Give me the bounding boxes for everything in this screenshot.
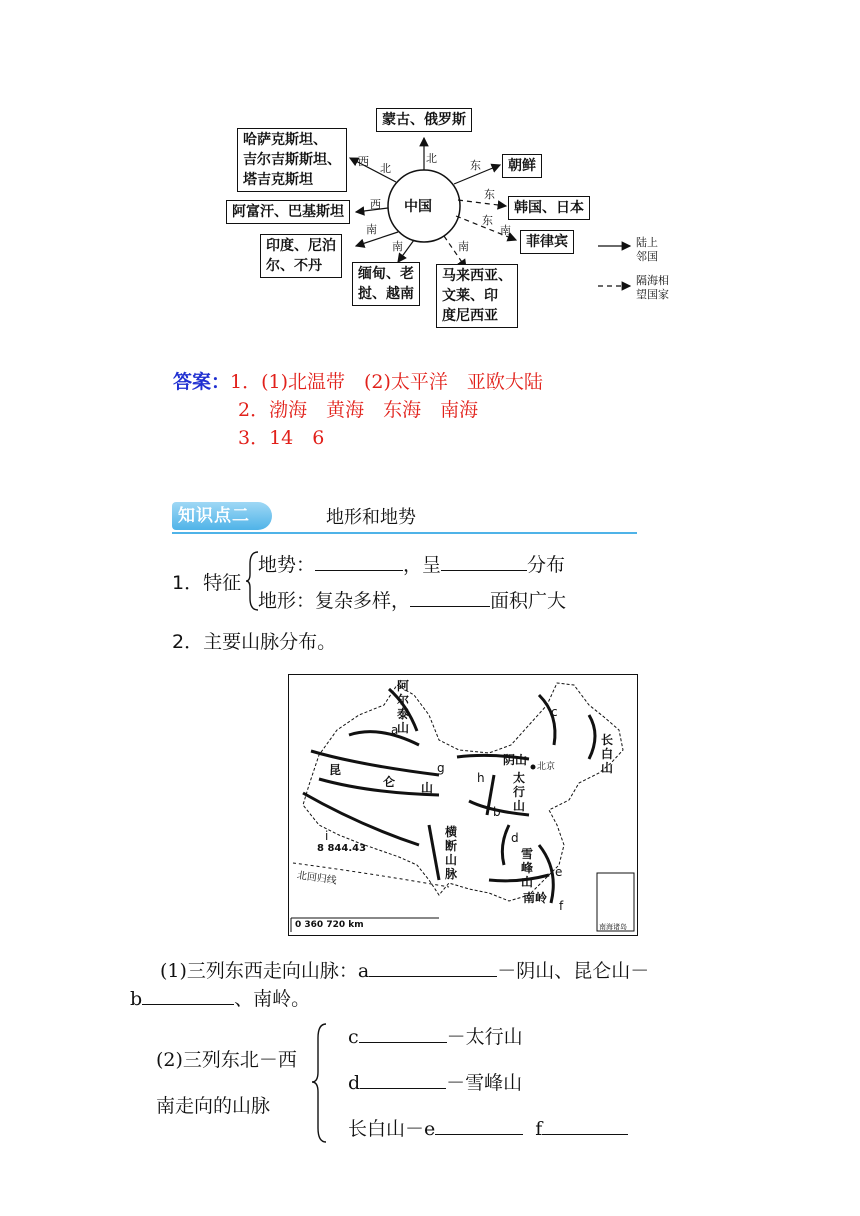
legend-sea-2: 望国家	[636, 288, 669, 301]
box-south-sea	[436, 264, 518, 328]
dir-north: 北	[426, 152, 437, 165]
box-west: 阿富汗、巴基斯坦	[226, 200, 350, 224]
q3-blank-a[interactable]	[369, 956, 497, 977]
answer-2-num: 2．	[238, 399, 270, 421]
map-letter-e: e	[555, 865, 563, 879]
q3-line2-a: b	[130, 988, 143, 1010]
section-underline	[172, 532, 637, 534]
q3-row-e-a: 长白山－e	[348, 1118, 436, 1140]
box-south-sea-line2: 文莱、印	[442, 288, 498, 304]
map-beijing: 北京	[537, 762, 556, 772]
dir-south-east3: 南	[500, 224, 511, 237]
q3-blank-d[interactable]	[360, 1068, 446, 1089]
q3-row-f-a: f	[535, 1118, 543, 1140]
dir-south2: 南	[458, 240, 469, 253]
answer-line-2	[238, 396, 478, 424]
dir-wn-2: 北	[380, 162, 391, 175]
q3-group-label-1: (2)三列东北－西	[156, 1049, 297, 1071]
map-letter-h: h	[477, 771, 485, 785]
box-northwest-line2: 吉尔吉斯斯坦、	[243, 152, 341, 168]
q3-blank-f[interactable]	[542, 1114, 628, 1135]
map-letter-a: a	[391, 723, 399, 737]
q3-line2-b: 、南岭。	[234, 988, 311, 1010]
box-east-korea: 朝鲜	[502, 154, 542, 178]
map-changbai: 长白山	[601, 733, 614, 775]
map-letter-b: b	[493, 805, 501, 819]
box-southwest-line1: 印度、尼泊	[266, 238, 336, 254]
q1-row2	[258, 586, 566, 615]
answer-3-num: 3．	[238, 427, 270, 449]
map-kunlun-c: 山	[421, 781, 434, 795]
q3-blank-c[interactable]	[359, 1022, 447, 1043]
q3-blank-e[interactable]	[435, 1114, 523, 1135]
map-inset-label: 南海诸岛	[599, 923, 627, 931]
legend-sea	[636, 274, 669, 302]
q3-row-d-b: －雪峰山	[446, 1072, 523, 1094]
map-scale: 0 360 720 km	[295, 920, 364, 930]
map-letter-c: c	[551, 705, 558, 719]
q1-label	[172, 569, 241, 597]
dir-wn-1: 西	[358, 155, 369, 168]
q3-row-d	[348, 1068, 522, 1097]
map-yinshan: 阴山	[503, 753, 528, 767]
box-north: 蒙古、俄罗斯	[376, 108, 472, 132]
q3-group-label-2: 南走向的山脉	[156, 1095, 271, 1117]
box-south-sea-line3: 度尼西亚	[442, 308, 498, 324]
q3-line1-b: －阴山、昆仑山－	[497, 960, 650, 982]
q1-row1-a: 地势：	[258, 554, 316, 576]
map-letter-d: d	[511, 831, 519, 845]
map-letter-f: f	[559, 899, 564, 913]
box-south-line2: 挝、越南	[358, 286, 414, 302]
dir-east3: 东	[482, 214, 493, 227]
answer-label: 答案：	[173, 371, 231, 393]
q3-row-d-a: d	[348, 1072, 361, 1094]
legend-land	[636, 236, 658, 264]
neighbors-diagram-lines	[0, 0, 860, 340]
box-northwest	[237, 128, 347, 192]
answer-line-3	[238, 424, 324, 452]
q1-blank-3[interactable]	[410, 586, 490, 607]
china-mountain-map	[288, 674, 638, 936]
map-letter-i: i	[325, 829, 329, 843]
answer-2-text: 渤海 黄海 东海 南海	[269, 399, 479, 421]
map-kunlun-b: 仑	[383, 775, 396, 789]
box-east-sea2: 菲律宾	[520, 230, 574, 254]
dir-west: 西	[370, 198, 381, 211]
q3-brace	[312, 1022, 330, 1144]
q3-row-c-b: －太行山	[446, 1026, 523, 1048]
q1-row1	[258, 550, 565, 579]
map-drawing	[289, 675, 636, 934]
dir-east: 东	[470, 159, 481, 172]
map-tropic: 北回归线	[296, 870, 338, 887]
china-center-label: 中国	[404, 199, 432, 215]
box-southwest-line2: 尔、不丹	[266, 258, 322, 274]
dir-west-south: 南	[366, 223, 377, 236]
box-south-sea-line1: 马来西亚、	[442, 268, 512, 284]
knowledge-point-badge: 知识点二	[172, 502, 272, 530]
map-letter-g: g	[437, 761, 445, 775]
box-southwest	[260, 234, 342, 278]
dir-south1: 南	[392, 240, 403, 253]
q1-blank-1[interactable]	[315, 550, 403, 571]
map-xuefeng: 雪峰山	[521, 847, 534, 889]
q1-feature: 特征	[203, 572, 242, 594]
legend-sea-1: 隔海相	[636, 274, 669, 287]
q3-line2	[130, 984, 310, 1013]
answer-line-1	[173, 368, 543, 396]
box-east-sea1: 韩国、日本	[508, 196, 590, 220]
q3-line1-a: (1)三列东西走向山脉：a	[160, 960, 370, 982]
legend-land-1: 陆上	[636, 236, 658, 249]
map-peak: 8 844.43	[317, 843, 367, 854]
legend-land-2: 邻国	[636, 250, 658, 263]
q3-row-c-a: c	[348, 1026, 359, 1048]
section-title: 地形和地势	[326, 507, 416, 528]
box-northwest-line3: 塔吉克斯坦	[243, 172, 313, 188]
q1-row2-a: 地形：复杂多样，	[258, 590, 411, 612]
q3-line1	[160, 956, 649, 985]
box-south	[352, 262, 420, 306]
q3-row-c	[348, 1022, 523, 1051]
q1-row2-b: 面积广大	[490, 590, 567, 612]
map-taihang: 太行山	[513, 771, 526, 813]
q3-blank-b[interactable]	[142, 984, 234, 1005]
answer-1-num: 1．	[230, 371, 262, 393]
answer-1-text: (1)北温带 (2)太平洋 亚欧大陆	[261, 371, 543, 393]
q1-row1-c: 分布	[527, 554, 566, 576]
box-south-line1: 缅甸、老	[358, 266, 414, 282]
dir-east2: 东	[484, 188, 495, 201]
map-hengduan: 横断山脉	[445, 825, 458, 881]
map-altai: 阿尔泰山	[397, 679, 410, 735]
q1-row1-b: ，呈	[403, 554, 442, 576]
q1-blank-2[interactable]	[441, 550, 527, 571]
q2-title: 2．主要山脉分布。	[172, 631, 337, 653]
map-nanling: 南岭	[523, 891, 548, 905]
q3-row-ef	[348, 1114, 628, 1143]
box-northwest-line1: 哈萨克斯坦、	[243, 132, 327, 148]
q1-num: 1．	[172, 572, 204, 594]
answer-3-text: 14 6	[269, 427, 325, 449]
map-kunlun-a: 昆	[329, 763, 342, 777]
